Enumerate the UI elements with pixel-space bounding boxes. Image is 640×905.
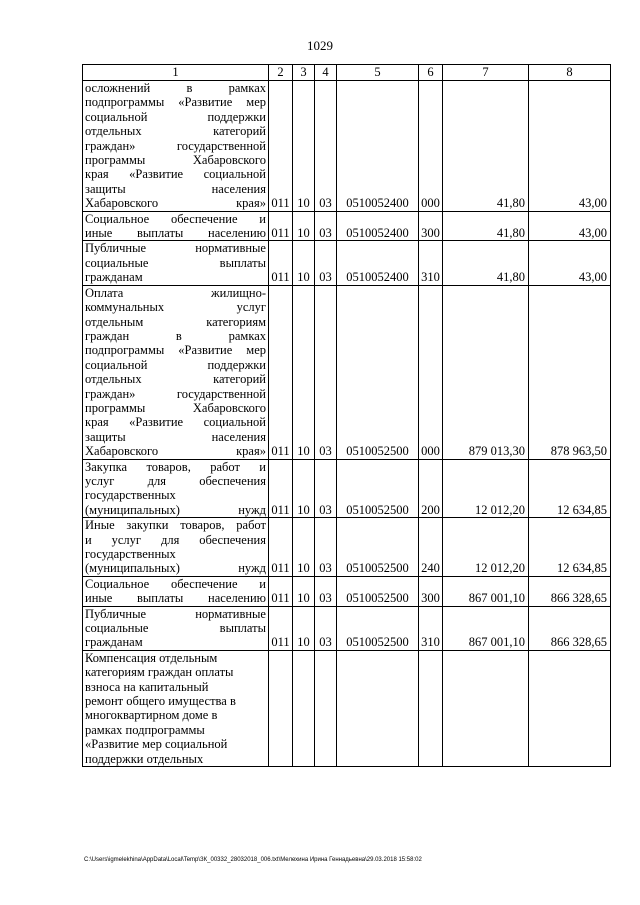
description-line: (муниципальных) нужд [85, 502, 266, 517]
description-line: Компенсация отдельным [85, 650, 218, 665]
description-line: Хабаровского края» [85, 444, 266, 459]
grbs-code: 011 [269, 81, 293, 212]
row-description [83, 459, 269, 518]
grbs-code: 011 [269, 576, 293, 606]
expense-type-code: 300 [419, 576, 443, 606]
description-line: Социальное обеспечение и [85, 576, 266, 591]
grbs-code: 011 [269, 606, 293, 650]
table-row [83, 285, 611, 459]
description-line: социальной поддержки [85, 357, 266, 372]
description-line: Иные закупки товаров, работ [85, 518, 266, 533]
section-code: 10 [293, 241, 315, 285]
description-line: взноса на капитальный [85, 679, 209, 694]
target-article-code: 0510052400 [337, 81, 419, 212]
grbs-code: 011 [269, 285, 293, 459]
expense-type-code [419, 650, 443, 766]
section-code: 10 [293, 285, 315, 459]
amount-year-2: 866 328,65 [529, 576, 611, 606]
row-description [83, 211, 269, 241]
amount-year-2: 866 328,65 [529, 606, 611, 650]
amount-year-1: 867 001,10 [443, 606, 529, 650]
amount-year-1: 41,80 [443, 241, 529, 285]
target-article-code: 0510052500 [337, 459, 419, 518]
description-line: Оплата жилищно- [85, 285, 266, 300]
description-line: края «Развитие социальной [85, 415, 266, 430]
amount-year-2: 12 634,85 [529, 459, 611, 518]
table-row [83, 81, 611, 212]
description-line: рамках подпрограммы [85, 722, 205, 737]
amount-year-2: 43,00 [529, 81, 611, 212]
description-line: края «Развитие социальной [85, 167, 266, 182]
description-line: граждан в рамках [85, 328, 266, 343]
row-description [83, 518, 269, 577]
description-line: гражданам [85, 635, 143, 650]
description-line: ремонт общего имущества в [85, 694, 236, 709]
expense-type-code: 300 [419, 211, 443, 241]
amount-year-1: 41,80 [443, 211, 529, 241]
description-line: программы Хабаровского [85, 400, 266, 415]
budget-table [82, 64, 611, 767]
amount-year-2 [529, 650, 611, 766]
target-article-code: 0510052400 [337, 241, 419, 285]
expense-type-code: 240 [419, 518, 443, 577]
amount-year-1: 12 012,20 [443, 459, 529, 518]
table-row [83, 650, 611, 766]
table-header-row [83, 65, 611, 81]
expense-type-code: 310 [419, 241, 443, 285]
description-line: Публичные нормативные [85, 606, 266, 621]
target-article-code: 0510052500 [337, 576, 419, 606]
description-line: осложнений в рамках [85, 81, 266, 95]
description-line: защиты населения [85, 181, 266, 196]
row-description [83, 241, 269, 285]
target-article-code: 0510052400 [337, 211, 419, 241]
file-path-footer: C:\Users\igmelekhina\AppData\Local\Temp\ЗК_00332_28032018_006.txt\Мелехина Ирина Геннадьевна\29.03.2018 15:58:02 [84, 857, 422, 863]
description-line: отдельных категорий [85, 372, 266, 387]
amount-year-2: 43,00 [529, 241, 611, 285]
amount-year-2: 43,00 [529, 211, 611, 241]
expense-type-code: 200 [419, 459, 443, 518]
target-article-code: 0510052500 [337, 285, 419, 459]
section-code: 10 [293, 576, 315, 606]
description-line: государственных [85, 488, 176, 503]
description-line: категориям граждан оплаты [85, 665, 234, 680]
subsection-code: 03 [315, 211, 337, 241]
target-article-code: 0510052500 [337, 606, 419, 650]
subsection-code: 03 [315, 459, 337, 518]
row-description [83, 606, 269, 650]
amount-year-1 [443, 650, 529, 766]
description-line: подпрограммы «Развитие мер [85, 95, 266, 110]
description-line: отдельных категорий [85, 124, 266, 139]
amount-year-2: 878 963,50 [529, 285, 611, 459]
description-line: Закупка товаров, работ и [85, 459, 266, 474]
description-line: многоквартирном доме в [85, 708, 218, 723]
target-article-code: 0510052500 [337, 518, 419, 577]
expense-type-code: 000 [419, 285, 443, 459]
expense-type-code: 310 [419, 606, 443, 650]
description-line: поддержки отдельных [85, 751, 204, 766]
description-line: и услуг для обеспечения [85, 532, 266, 547]
description-line: Хабаровского края» [85, 196, 266, 211]
page-number: 1029 [307, 38, 333, 53]
header-cell: 4 [315, 65, 337, 81]
description-line: гражданам [85, 270, 143, 285]
description-line: услуг для обеспечения [85, 473, 266, 488]
table-row [83, 241, 611, 285]
subsection-code [315, 650, 337, 766]
section-code: 10 [293, 211, 315, 241]
subsection-code: 03 [315, 81, 337, 212]
description-line: (муниципальных) нужд [85, 561, 266, 576]
subsection-code: 03 [315, 606, 337, 650]
row-description [83, 285, 269, 459]
description-line: иные выплаты населению [85, 226, 266, 241]
grbs-code: 011 [269, 241, 293, 285]
description-line: социальные выплаты [85, 255, 266, 270]
section-code: 10 [293, 606, 315, 650]
description-line: Публичные нормативные [85, 241, 266, 256]
amount-year-1: 879 013,30 [443, 285, 529, 459]
expense-type-code: 000 [419, 81, 443, 212]
header-cell: 1 [83, 65, 269, 81]
subsection-code: 03 [315, 518, 337, 577]
description-line: «Развитие мер социальной [85, 737, 228, 752]
description-line: социальные выплаты [85, 621, 266, 636]
grbs-code: 011 [269, 211, 293, 241]
table-row [83, 459, 611, 518]
table-row [83, 518, 611, 577]
description-line: социальной поддержки [85, 109, 266, 124]
section-code: 10 [293, 81, 315, 212]
description-line: граждан» государственной [85, 138, 266, 153]
row-description [83, 576, 269, 606]
description-line: отдельным категориям [85, 314, 266, 329]
section-code: 10 [293, 459, 315, 518]
description-line: граждан» государственной [85, 386, 266, 401]
description-line: государственных [85, 547, 176, 561]
header-cell: 8 [529, 65, 611, 81]
header-cell: 2 [269, 65, 293, 81]
table-row [83, 606, 611, 650]
header-cell: 5 [337, 65, 419, 81]
description-line: иные выплаты населению [85, 591, 266, 606]
description-line: коммунальных услуг [85, 300, 266, 315]
grbs-code: 011 [269, 459, 293, 518]
amount-year-2: 12 634,85 [529, 518, 611, 577]
subsection-code: 03 [315, 241, 337, 285]
amount-year-1: 12 012,20 [443, 518, 529, 577]
section-code: 10 [293, 518, 315, 577]
table-row [83, 211, 611, 241]
grbs-code: 011 [269, 518, 293, 577]
row-description [83, 81, 269, 212]
subsection-code: 03 [315, 576, 337, 606]
row-description [83, 650, 269, 766]
amount-year-1: 41,80 [443, 81, 529, 212]
table-row [83, 576, 611, 606]
header-cell: 6 [419, 65, 443, 81]
grbs-code [269, 650, 293, 766]
amount-year-1: 867 001,10 [443, 576, 529, 606]
description-line: Социальное обеспечение и [85, 211, 266, 226]
section-code [293, 650, 315, 766]
description-line: защиты населения [85, 429, 266, 444]
subsection-code: 03 [315, 285, 337, 459]
description-line: подпрограммы «Развитие мер [85, 343, 266, 358]
description-line: программы Хабаровского [85, 153, 266, 168]
header-cell: 7 [443, 65, 529, 81]
header-cell: 3 [293, 65, 315, 81]
target-article-code [337, 650, 419, 766]
